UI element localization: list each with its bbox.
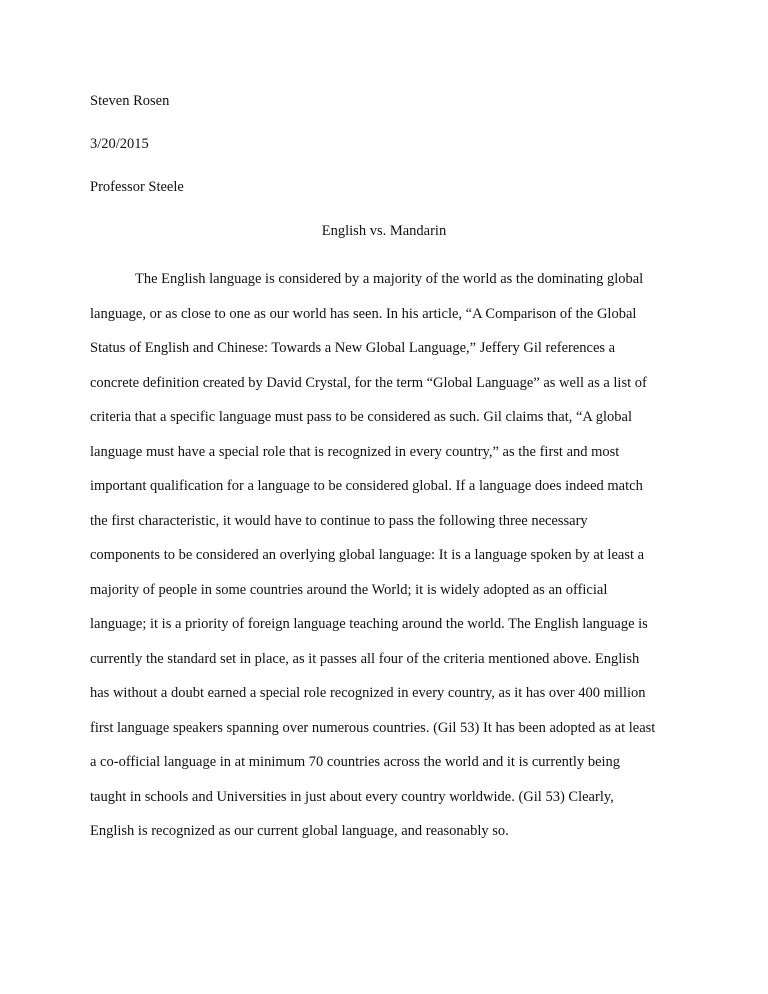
body-line: components to be considered an overlying global language: It is a language spoken by at least a	[90, 547, 645, 563]
body-line: the first characteristic, it would have to continue to pass the following three necessary	[90, 512, 588, 529]
body-line: majority of people in some countries around the World; it is widely adopted as an official	[90, 581, 608, 598]
essay-title: English vs. Mandarin	[321, 223, 447, 239]
author-name: Steven Rosen	[90, 93, 170, 109]
body-line: has without a doubt earned a special role recognized in every country, as it has over 400 million	[90, 685, 646, 701]
body-line: criteria that a specific language must pass to be considered as such. Gil claims that, “A global	[90, 409, 632, 425]
body-line: English is recognized as our current global language, and reasonably so.	[90, 823, 509, 839]
body-line: language must have a special role that is recognized in every country,” as the first and most	[90, 443, 620, 460]
body-line: The English language is considered by a majority of the world as the dominating global	[135, 271, 644, 287]
professor-line: Professor Steele	[90, 179, 184, 195]
body-line: a co-official language in at minimum 70 countries across the world and it is currently being	[90, 754, 621, 770]
body-line: Status of English and Chinese: Towards a New Global Language,” Jeffery Gil references a	[90, 340, 616, 356]
body-line: language; it is a priority of foreign language teaching around the world. The English language is	[90, 616, 648, 632]
body-line: language, or as close to one as our world has seen. In his article, “A Comparison of the Global	[90, 305, 637, 322]
body-line: first language speakers spanning over numerous countries. (Gil 53) It has been adopted as at least	[90, 719, 656, 736]
body-line: currently the standard set in place, as it passes all four of the criteria mentioned above. English	[90, 650, 640, 667]
date-line: 3/20/2015	[90, 136, 149, 152]
body-line: important qualification for a language to be considered global. If a language does indeed match	[90, 478, 643, 494]
body-line: taught in schools and Universities in just about every country worldwide. (Gil 53) Clearly,	[90, 788, 614, 805]
body-line: concrete definition created by David Crystal, for the term “Global Language” as well as a list of	[90, 374, 647, 391]
